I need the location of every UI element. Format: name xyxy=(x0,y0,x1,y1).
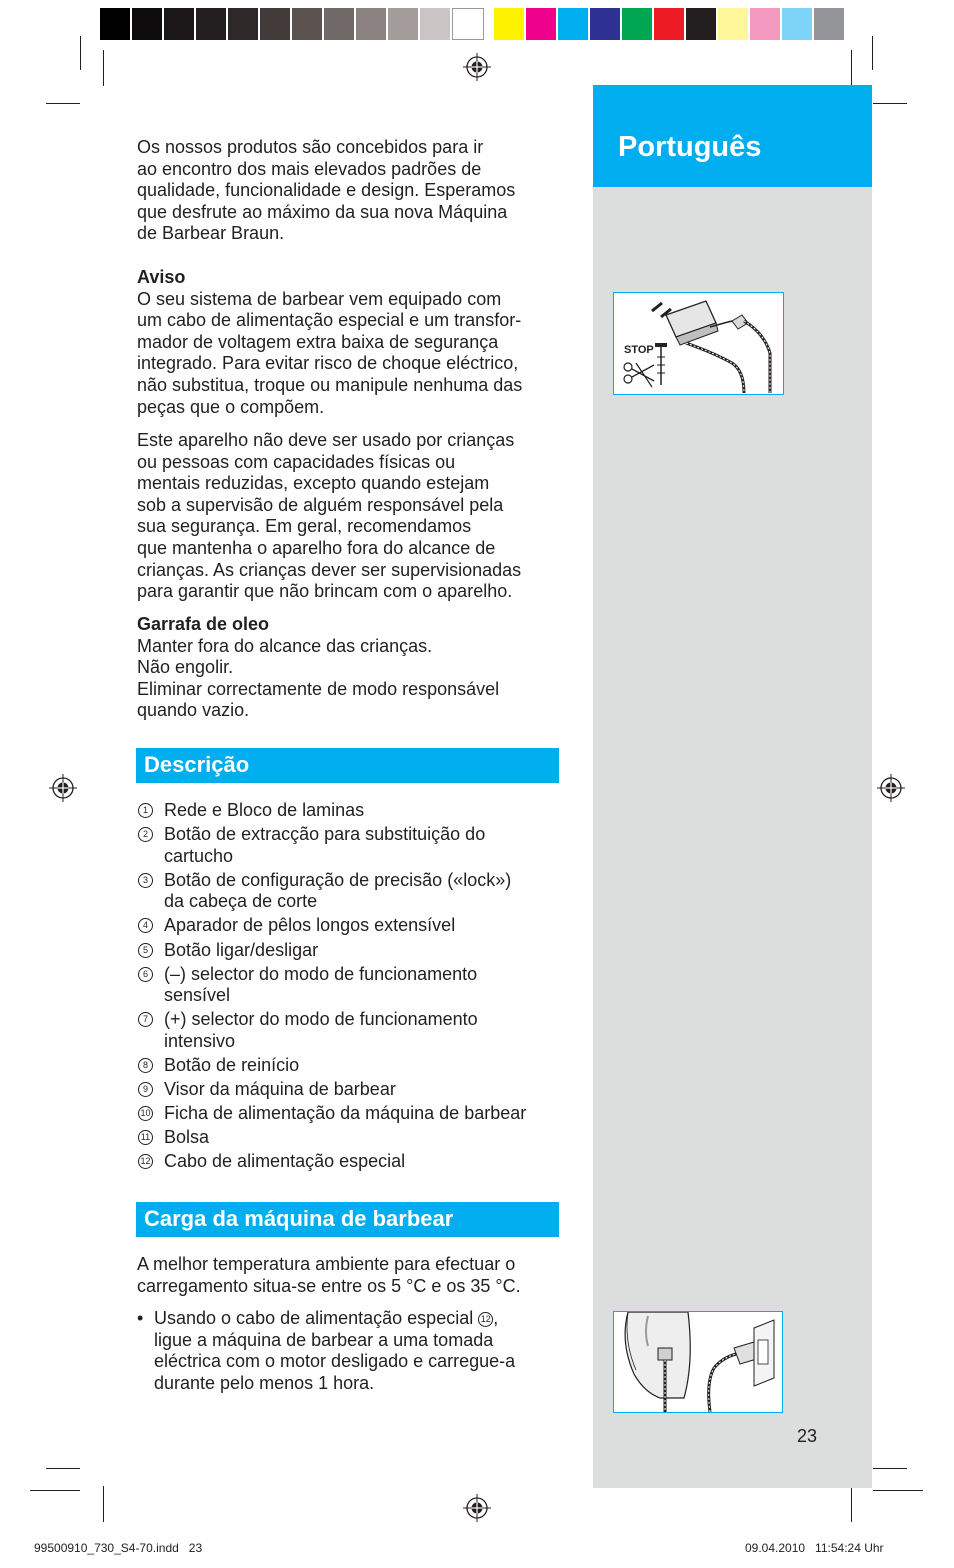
crop-mark xyxy=(80,36,81,70)
crop-mark xyxy=(851,1486,852,1522)
item-number: 3 xyxy=(138,873,153,888)
charging-bullet: • Usando o cabo de alimentação especial 12 , ligue a máquina de barbear a uma tomada eléctrica com o motor desligado e carregue-a durante pelo menos 1 hora. xyxy=(137,1308,516,1393)
color-swatch xyxy=(494,8,526,40)
color-bar-gap xyxy=(484,8,494,40)
crop-mark xyxy=(46,1468,80,1469)
item-number: 5 xyxy=(138,943,153,958)
item-number: 11 xyxy=(138,1130,153,1145)
children-paragraph: Este aparelho não deve ser usado por crianças ou pessoas com capacidades físicas ou mentais reduzidas, excepto quando estejam sob a supervisão de alguém responsável pela sua segurança. Em geral, recomendamos que mantenha o aparelho fora do alcance de crianças. As crianças dever ser supervisionadas para garantir que não brincam com o aparelho. xyxy=(137,430,522,602)
color-swatch xyxy=(558,8,590,40)
list-item: 1 Rede e Bloco de laminas xyxy=(137,800,567,822)
item-number: 10 xyxy=(138,1106,153,1121)
item-number: 6 xyxy=(138,967,153,982)
registration-mark-icon xyxy=(463,1494,491,1522)
color-swatch xyxy=(260,8,292,40)
intro-paragraph: Os nossos produtos são concebidos para ir ao encontro dos mais elevados padrões de qualidade, funcionalidade e design. Esperamos que desfrute ao máximo da sua nova Máquina de Barbear Braun. xyxy=(137,137,516,244)
crop-mark xyxy=(851,50,852,86)
crop-mark xyxy=(103,50,104,86)
oil-heading: Garrafa de oleo xyxy=(137,614,270,634)
crop-mark xyxy=(873,103,907,104)
warning-heading: Aviso xyxy=(137,267,186,287)
item-number: 9 xyxy=(138,1082,153,1097)
item-number: 7 xyxy=(138,1012,153,1027)
item-number: 12 xyxy=(138,1154,153,1169)
list-item: 9 Visor da máquina de barbear xyxy=(137,1079,567,1101)
item-number: 8 xyxy=(138,1058,153,1073)
crop-mark xyxy=(46,103,80,104)
color-swatch xyxy=(228,8,260,40)
crop-mark xyxy=(30,1490,80,1491)
list-item: 12 Cabo de alimentação especial xyxy=(137,1151,567,1173)
color-swatch xyxy=(686,8,718,40)
figure-plug-warning xyxy=(613,292,784,395)
figure-shaver-charging xyxy=(613,1311,783,1413)
section-title: Descrição xyxy=(144,752,250,777)
stop-label: STOP xyxy=(624,344,654,356)
color-swatch xyxy=(622,8,654,40)
color-swatch xyxy=(718,8,750,40)
crop-mark xyxy=(872,36,873,70)
item-number: 1 xyxy=(138,803,153,818)
color-swatch xyxy=(196,8,228,40)
bullet-symbol: • xyxy=(137,1308,144,1328)
registration-mark-icon xyxy=(463,53,491,81)
color-swatch xyxy=(356,8,388,40)
charging-intro: A melhor temperatura ambiente para efectuar o carregamento situa-se entre os 5 °C e os 35 °C. xyxy=(137,1254,521,1296)
item-number: 12 xyxy=(478,1312,493,1327)
list-item: 3 Botão de configuração de precisão («lock») da cabeça de corte xyxy=(137,870,567,913)
list-item: 2 Botão de extracção para substituição do cartucho xyxy=(137,824,567,867)
color-swatch xyxy=(654,8,686,40)
registration-mark-icon xyxy=(877,774,905,802)
color-calibration-bar xyxy=(100,8,846,40)
list-item: 5 Botão ligar/desligar xyxy=(137,940,567,962)
list-item: 10 Ficha de alimentação da máquina de barbear xyxy=(137,1103,567,1125)
color-swatch xyxy=(164,8,196,40)
color-swatch xyxy=(814,8,846,40)
footer-timestamp: 09.04.2010 11:54:24 Uhr xyxy=(745,1541,884,1555)
list-item: 11 Bolsa xyxy=(137,1127,567,1149)
color-swatch xyxy=(526,8,558,40)
page-number: 23 xyxy=(797,1426,818,1446)
footer-file-info: 99500910_730_S4-70.indd 23 xyxy=(34,1541,203,1555)
section-header-charging xyxy=(136,1202,559,1237)
color-swatch xyxy=(590,8,622,40)
parts-list xyxy=(137,800,567,1176)
section-title: Carga da máquina de barbear xyxy=(144,1206,454,1231)
crop-mark xyxy=(103,1486,104,1522)
color-swatch xyxy=(100,8,132,40)
list-item: 7 (+) selector do modo de funcionamento intensivo xyxy=(137,1009,567,1052)
color-swatch xyxy=(132,8,164,40)
color-swatch xyxy=(420,8,452,40)
color-swatch xyxy=(324,8,356,40)
item-number: 2 xyxy=(138,827,153,842)
page-title: Português xyxy=(618,131,762,163)
section-header-description xyxy=(136,748,559,783)
warning-paragraph: Aviso O seu sistema de barbear vem equipado com um cabo de alimentação especial e um transfor- mador de voltagem extra baixa de segurança integrado. Para evitar risco de choque eléctrico, não substitua, troque ou manipule nenhuma das peças que o compõem. xyxy=(137,267,557,418)
crop-mark xyxy=(873,1468,907,1469)
color-swatch xyxy=(452,8,484,40)
item-number: 4 xyxy=(138,918,153,933)
registration-mark-icon xyxy=(49,774,77,802)
oil-paragraph: Garrafa de oleo Manter fora do alcance das crianças. Não engolir. Eliminar correctamente de modo responsável quando vazio. xyxy=(137,614,557,722)
list-item: 4 Aparador de pêlos longos extensível xyxy=(137,915,567,937)
plug-transformer-stop-icon xyxy=(614,293,783,394)
shaver-charging-icon xyxy=(614,1312,782,1412)
color-swatch xyxy=(388,8,420,40)
crop-mark xyxy=(873,1490,923,1491)
color-swatch xyxy=(292,8,324,40)
color-swatch xyxy=(782,8,814,40)
color-swatch xyxy=(750,8,782,40)
list-item: 6 (–) selector do modo de funcionamento sensível xyxy=(137,964,567,1007)
list-item: 8 Botão de reinício xyxy=(137,1055,567,1077)
